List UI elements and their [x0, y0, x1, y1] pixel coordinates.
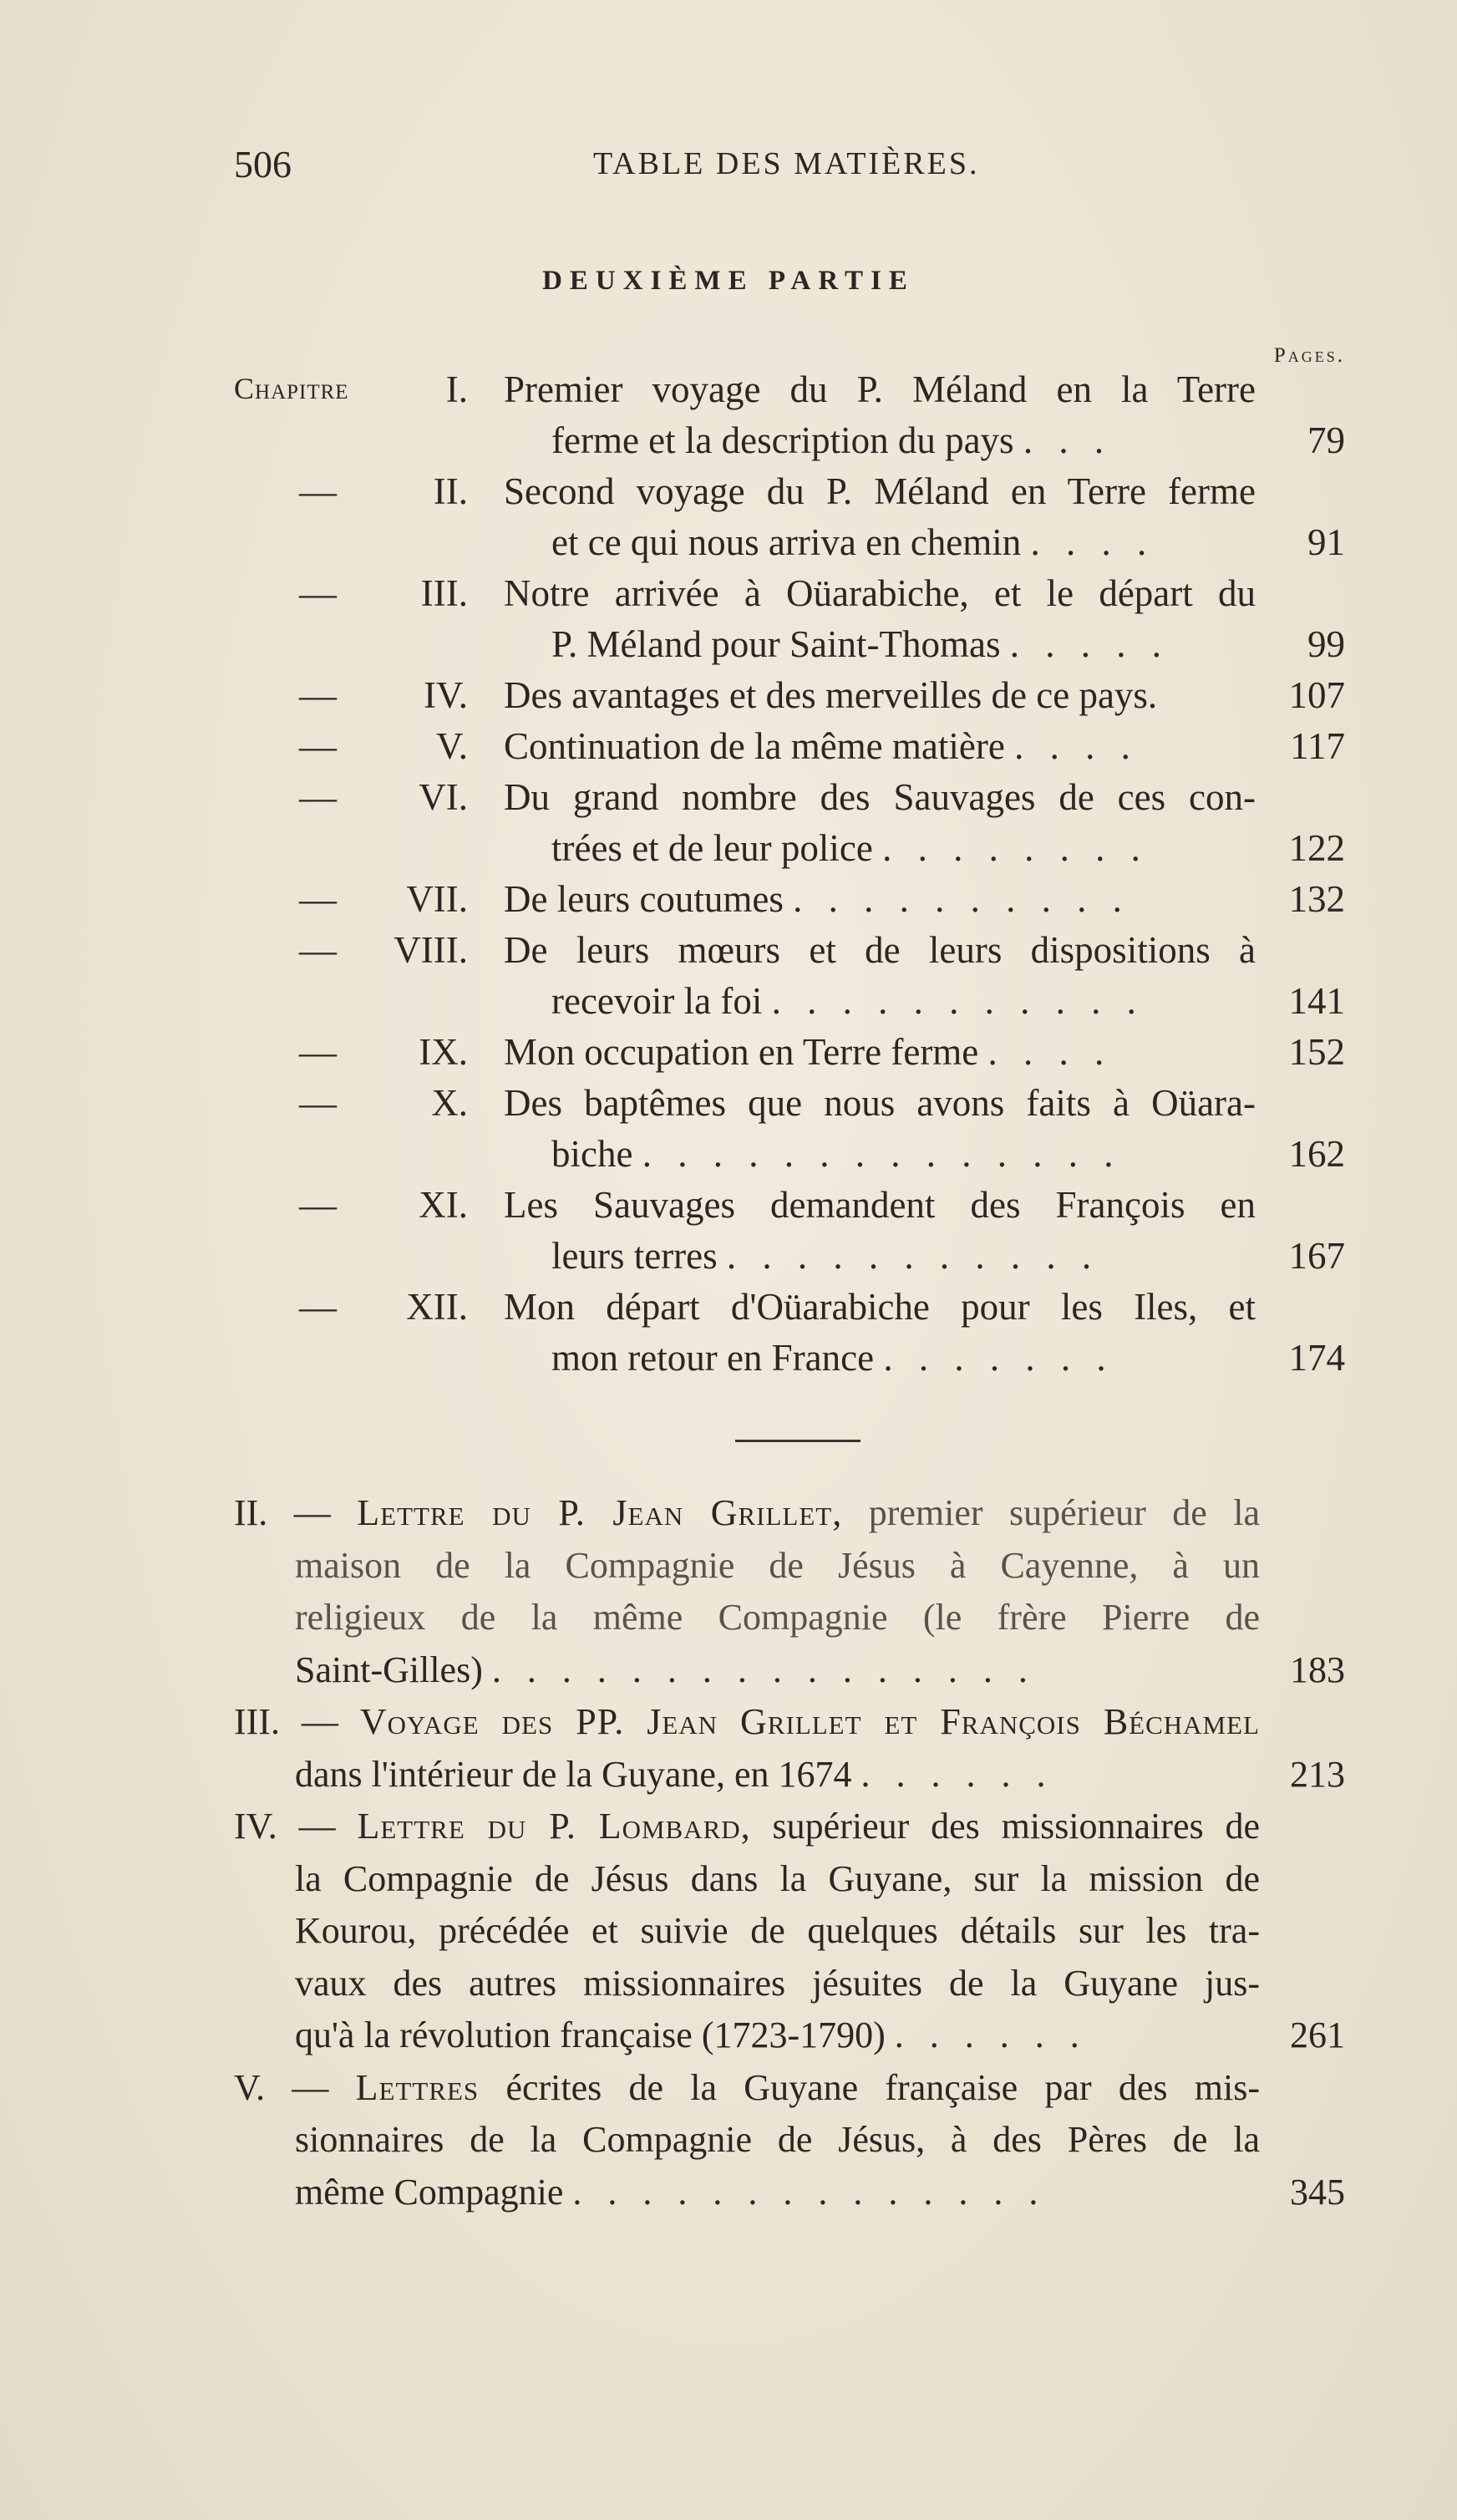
chapter-title-line: Du grand nombre des Sauvages de ces con- [504, 776, 1256, 818]
chapter-dash: — [299, 1184, 337, 1226]
chapter-page: 132 [1288, 878, 1345, 920]
letter-entry [0, 1805, 1457, 1857]
chapter-page: 99 [1307, 623, 1345, 665]
letter-title-line: religieux de la même Compagnie (le frère Pierre de [295, 1597, 1260, 1638]
letter-title-line: qu'à la révolution française (1723-1790) . . . . . . [295, 2014, 1088, 2055]
pages-column-label: Pages. [1273, 344, 1345, 367]
letter-entry-continued [0, 1909, 1457, 1962]
chapter-dash: — [299, 776, 337, 818]
chapter-title-line: Mon occupation en Terre ferme . . . . [504, 1031, 1113, 1073]
chapter-page: 79 [1307, 419, 1345, 461]
chapter-title-line: Continuation de la même matière . . . . [504, 725, 1139, 767]
section-divider [735, 1440, 860, 1442]
chapter-number: V. [436, 725, 468, 767]
chapter-title-line: et ce qui nous arriva en chemin . . . . [551, 521, 1155, 563]
chapter-entry-continued [0, 419, 1457, 470]
letter-title-line: Saint-Gilles) . . . . . . . . . . . . . . . . [295, 1649, 1036, 1690]
chapter-number: VI. [419, 776, 468, 818]
chapter-number: VIII. [393, 929, 468, 971]
chapter-entry [0, 1081, 1457, 1132]
chapter-number: XII. [406, 1286, 468, 1328]
chapter-dash: — [299, 470, 337, 512]
chapter-entry-continued [0, 979, 1457, 1030]
letter-entry-continued [0, 2118, 1457, 2171]
chapter-page: 141 [1288, 980, 1345, 1022]
chapter-title-line: Les Sauvages demandent des François en [504, 1184, 1256, 1226]
chapter-entry [0, 775, 1457, 826]
page-number: 506 [234, 143, 292, 185]
chapter-number: XI. [419, 1184, 468, 1226]
page-header [234, 142, 1345, 201]
letter-title-line: dans l'intérieur de la Guyane, en 1674 . . . . . . [295, 1753, 1054, 1795]
chapter-title-line: trées et de leur police . . . . . . . . [551, 827, 1149, 869]
chapter-title-line: Des avantages et des merveilles de ce pays. [504, 674, 1158, 716]
chapter-title-line: leurs terres . . . . . . . . . . . [551, 1235, 1100, 1277]
chapter-page: 162 [1288, 1133, 1345, 1175]
chapter-entry [0, 1030, 1457, 1081]
chapter-entry [0, 572, 1457, 622]
chapter-number: IV. [424, 674, 468, 716]
chapter-title-line: De leurs mœurs et de leurs dispositions à [504, 929, 1256, 971]
chapter-number: I. [445, 368, 468, 410]
letter-page: 261 [1290, 2014, 1345, 2055]
chapter-list [0, 368, 1457, 1387]
letter-title-line: Kourou, précédée et suivie de quelques détails sur les tra- [295, 1910, 1260, 1951]
letter-page: 345 [1290, 2171, 1345, 2213]
letters-list [0, 1491, 1457, 2223]
letter-entry-continued [0, 1544, 1457, 1597]
chapter-entry [0, 673, 1457, 724]
chapter-number: X. [431, 1082, 468, 1124]
chapter-entry [0, 724, 1457, 775]
letter-entry-continued [0, 1962, 1457, 2014]
letter-entry [0, 1491, 1457, 1544]
chapter-entry [0, 877, 1457, 928]
letter-title-line: vaux des autres missionnaires jésuites de la Guyane jus- [295, 1962, 1260, 2004]
chapter-number: III. [420, 572, 468, 614]
chapter-page: 152 [1288, 1031, 1345, 1073]
chapter-title-line: Des baptêmes que nous avons faits à Oüara- [504, 1082, 1256, 1124]
letter-title-line: II. — Lettre du P. Jean Grillet, premier supérieur de la [234, 1492, 1260, 1533]
letter-entry [0, 1700, 1457, 1753]
chapter-dash: — [299, 1082, 337, 1124]
chapter-entry [0, 928, 1457, 979]
chapter-page: 107 [1288, 674, 1345, 716]
letter-title-line: V. — Lettres écrites de la Guyane française par des mis- [234, 2066, 1260, 2108]
chapter-title-line: recevoir la foi . . . . . . . . . . . [551, 980, 1145, 1022]
chapter-title-line: P. Méland pour Saint-Thomas . . . . . [551, 623, 1170, 665]
chapter-title-line: biche . . . . . . . . . . . . . . [551, 1133, 1122, 1175]
chapter-entry-continued [0, 1336, 1457, 1387]
letter-entry-continued [0, 2171, 1457, 2223]
letter-title-line: sionnaires de la Compagnie de Jésus, à des Pères de la [295, 2119, 1260, 2160]
chapter-page: 174 [1288, 1337, 1345, 1379]
chapter-number: IX. [419, 1031, 468, 1073]
chapter-entry-continued [0, 521, 1457, 572]
chapter-entry [0, 1183, 1457, 1234]
letter-entry-continued [0, 2014, 1457, 2066]
chapter-title-line: Mon départ d'Oüarabiche pour les Iles, et [504, 1286, 1256, 1328]
chapter-dash: — [299, 878, 337, 920]
letter-title-line: III. — Voyage des PP. Jean Grillet et François Béchamel [234, 1701, 1260, 1742]
chapter-title-line: De leurs coutumes . . . . . . . . . . [504, 878, 1130, 920]
chapter-page: 167 [1288, 1235, 1345, 1277]
chapter-entry-continued [0, 826, 1457, 877]
chapter-title-line: mon retour en France . . . . . . . [551, 1337, 1114, 1379]
chapter-dash: — [299, 929, 337, 971]
chapter-dash: — [299, 725, 337, 767]
letter-title-line: maison de la Compagnie de Jésus à Cayenne, à un [295, 1544, 1260, 1586]
chapter-entry-continued [0, 1234, 1457, 1285]
chapter-dash: — [299, 572, 337, 614]
letter-page: 183 [1290, 1649, 1345, 1690]
chapter-page: 91 [1307, 521, 1345, 563]
chapter-page: 117 [1290, 725, 1345, 767]
chapter-label: Chapitre [234, 372, 349, 405]
letter-entry-continued [0, 1649, 1457, 1701]
chapter-dash: — [299, 1031, 337, 1073]
chapter-entry [0, 1285, 1457, 1336]
running-title: TABLE DES MATIÈRES. [593, 146, 980, 181]
letter-entry [0, 2066, 1457, 2119]
chapter-entry-continued [0, 1132, 1457, 1183]
chapter-dash: — [299, 674, 337, 716]
letter-entry-continued [0, 1596, 1457, 1649]
chapter-entry [0, 470, 1457, 521]
letter-entry-continued [0, 1753, 1457, 1806]
letter-entry-continued [0, 1857, 1457, 1910]
chapter-number: II. [433, 470, 468, 512]
letter-page: 213 [1290, 1753, 1345, 1795]
chapter-number: VII. [406, 878, 468, 920]
letter-title-line: même Compagnie . . . . . . . . . . . . . . [295, 2171, 1047, 2213]
chapter-entry [0, 368, 1457, 419]
chapter-title-line: Premier voyage du P. Méland en la Terre [504, 368, 1256, 410]
chapter-title-line: Second voyage du P. Méland en Terre ferme [504, 470, 1256, 512]
chapter-title-line: Notre arrivée à Oüarabiche, et le départ du [504, 572, 1256, 614]
chapter-page: 122 [1288, 827, 1345, 869]
chapter-entry-continued [0, 622, 1457, 673]
part-title: DEUXIÈME PARTIE [542, 266, 915, 296]
chapter-dash: — [299, 1286, 337, 1328]
letter-title-line: IV. — Lettre du P. Lombard, supérieur des missionnaires de [234, 1806, 1260, 1847]
chapter-title-line: ferme et la description du pays . . . [551, 419, 1113, 461]
letter-title-line: la Compagnie de Jésus dans la Guyane, sur la mission de [295, 1857, 1260, 1899]
